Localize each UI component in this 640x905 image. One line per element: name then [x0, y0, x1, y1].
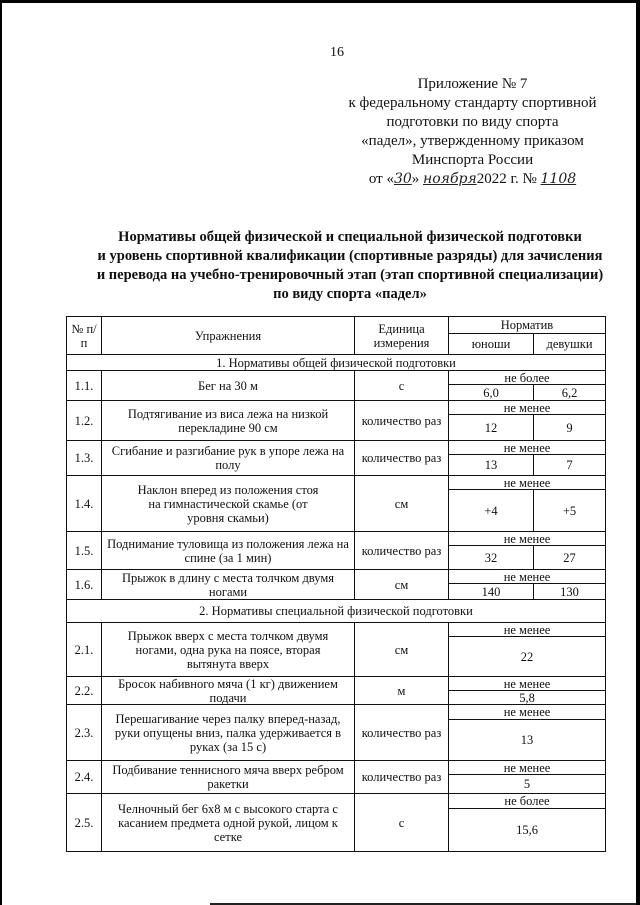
- table-bottom-border: [66, 851, 606, 852]
- row-boys-value: 6,0: [448, 384, 533, 400]
- row-exercise: Поднимание туловища из положения лежа на спине (за 1 мин): [101, 531, 354, 569]
- section-title: 1. Нормативы общей физической подготовки: [66, 354, 605, 370]
- title-line: и уровень спортивной квалификации (спортивные разряды) для зачисления: [97, 248, 603, 264]
- row-value: 5,8: [448, 690, 605, 704]
- row-unit: с: [354, 370, 448, 400]
- appendix-line: подготовки по виду спорта: [386, 114, 559, 130]
- scan-border-top: [0, 0, 640, 3]
- row-unit: с: [354, 793, 448, 851]
- row-exercise: Подтягивание из виса лежа на низкой перекладине 90 см: [101, 400, 354, 440]
- row-boys-value: 140: [448, 583, 533, 599]
- section-title: 2. Нормативы специальной физической подготовки: [66, 599, 605, 622]
- row-exercise: Перешагивание через палку вперед-назад, руки опущены вниз, палка удерживается в руках (за 15 с): [101, 704, 354, 760]
- row-exercise: Наклон вперед из положения стоя на гимнастической скамье (от уровня скамьи): [101, 475, 354, 531]
- row-value: 15,6: [448, 808, 605, 851]
- appendix-line: Минспорта России: [411, 152, 534, 168]
- row-unit: см: [354, 622, 448, 676]
- row-qualifier: не менее: [448, 676, 605, 690]
- appendix-line: «падел», утвержденному приказом: [361, 133, 584, 149]
- row-num: 1.1.: [66, 370, 101, 400]
- row-exercise: Прыжок вверх с места толчком двумя ногами, одна рука на поясе, вторая вытянута вверх: [101, 622, 354, 676]
- row-exercise: Челночный бег 6х8 м с высокого старта с касанием предмета одной рукой, лицом к сетке: [101, 793, 354, 851]
- row-num: 2.5.: [66, 793, 101, 851]
- row-qualifier: не менее: [448, 569, 605, 583]
- row-qualifier: не менее: [448, 475, 605, 489]
- row-exercise: Подбивание теннисного мяча вверх ребром ракетки: [101, 760, 354, 793]
- title-line: по виду спорта «падел»: [273, 286, 427, 302]
- row-unit: м: [354, 676, 448, 704]
- row-qualifier: не более: [448, 793, 605, 808]
- document-title: [60, 228, 640, 304]
- row-value: 5: [448, 774, 605, 793]
- row-num: 2.4.: [66, 760, 101, 793]
- row-girls-value: 6,2: [533, 384, 605, 400]
- row-exercise: Сгибание и разгибание рук в упоре лежа на полу: [101, 440, 354, 475]
- row-qualifier: не менее: [448, 760, 605, 774]
- row-num: 2.3.: [66, 704, 101, 760]
- row-unit: количество раз: [354, 760, 448, 793]
- row-exercise: Бросок набивного мяча (1 кг) движением подачи: [101, 676, 354, 704]
- row-boys-value: 32: [448, 545, 533, 569]
- row-girls-value: 7: [533, 454, 605, 475]
- table-right-border: [605, 316, 606, 852]
- row-unit: см: [354, 475, 448, 531]
- order-date-line: [330, 170, 615, 189]
- row-unit: количество раз: [354, 440, 448, 475]
- row-num: 1.3.: [66, 440, 101, 475]
- row-num: 1.5.: [66, 531, 101, 569]
- row-qualifier: не менее: [448, 622, 605, 636]
- date-prefix: от «: [368, 171, 394, 187]
- row-boys-value: 13: [448, 454, 533, 475]
- row-qualifier: не менее: [448, 704, 605, 719]
- row-num: 2.2.: [66, 676, 101, 704]
- row-exercise: Бег на 30 м: [101, 370, 354, 400]
- row-num: 2.1.: [66, 622, 101, 676]
- row-exercise: Прыжок в длину с места толчком двумя ногами: [101, 569, 354, 599]
- row-boys-value: +4: [448, 489, 533, 531]
- row-unit: количество раз: [354, 531, 448, 569]
- row-qualifier: не менее: [448, 440, 605, 454]
- row-unit: количество раз: [354, 704, 448, 760]
- header-exercise: Упражнения: [101, 316, 354, 354]
- row-qualifier: не менее: [448, 531, 605, 545]
- handwritten-order-number: 1108: [540, 171, 577, 187]
- header-num: № п/п: [66, 316, 101, 354]
- row-num: 1.6.: [66, 569, 101, 599]
- row-value: 13: [448, 719, 605, 760]
- row-value: 22: [448, 636, 605, 676]
- row-girls-value: +5: [533, 489, 605, 531]
- appendix-header: [330, 75, 615, 189]
- header-unit: Единица измерения: [354, 316, 448, 354]
- row-girls-value: 130: [533, 583, 605, 599]
- date-year: 2022 г. №: [476, 171, 537, 187]
- header-girls: девушки: [533, 333, 605, 354]
- title-line: Нормативы общей физической и специальной физической подготовки: [118, 229, 582, 245]
- handwritten-day: 30: [393, 171, 412, 187]
- row-qualifier: не менее: [448, 400, 605, 414]
- row-girls-value: 9: [533, 414, 605, 440]
- handwritten-month: ноября: [423, 171, 477, 187]
- scan-border-left: [0, 0, 2, 905]
- row-unit: см: [354, 569, 448, 599]
- appendix-line: Приложение № 7: [417, 76, 528, 92]
- row-boys-value: 12: [448, 414, 533, 440]
- row-num: 1.2.: [66, 400, 101, 440]
- row-girls-value: 27: [533, 545, 605, 569]
- page-number: 16: [330, 45, 344, 60]
- scan-border-right: [636, 0, 640, 905]
- date-mid: »: [411, 171, 420, 187]
- row-qualifier: не более: [448, 370, 605, 384]
- row-num: 1.4.: [66, 475, 101, 531]
- appendix-line: к федеральному стандарту спортивной: [348, 95, 597, 111]
- header-boys: юноши: [448, 333, 533, 354]
- header-norm: Норматив: [448, 316, 605, 333]
- row-unit: количество раз: [354, 400, 448, 440]
- title-line: и перевода на учебно-тренировочный этап (этап спортивной специализации): [96, 267, 604, 283]
